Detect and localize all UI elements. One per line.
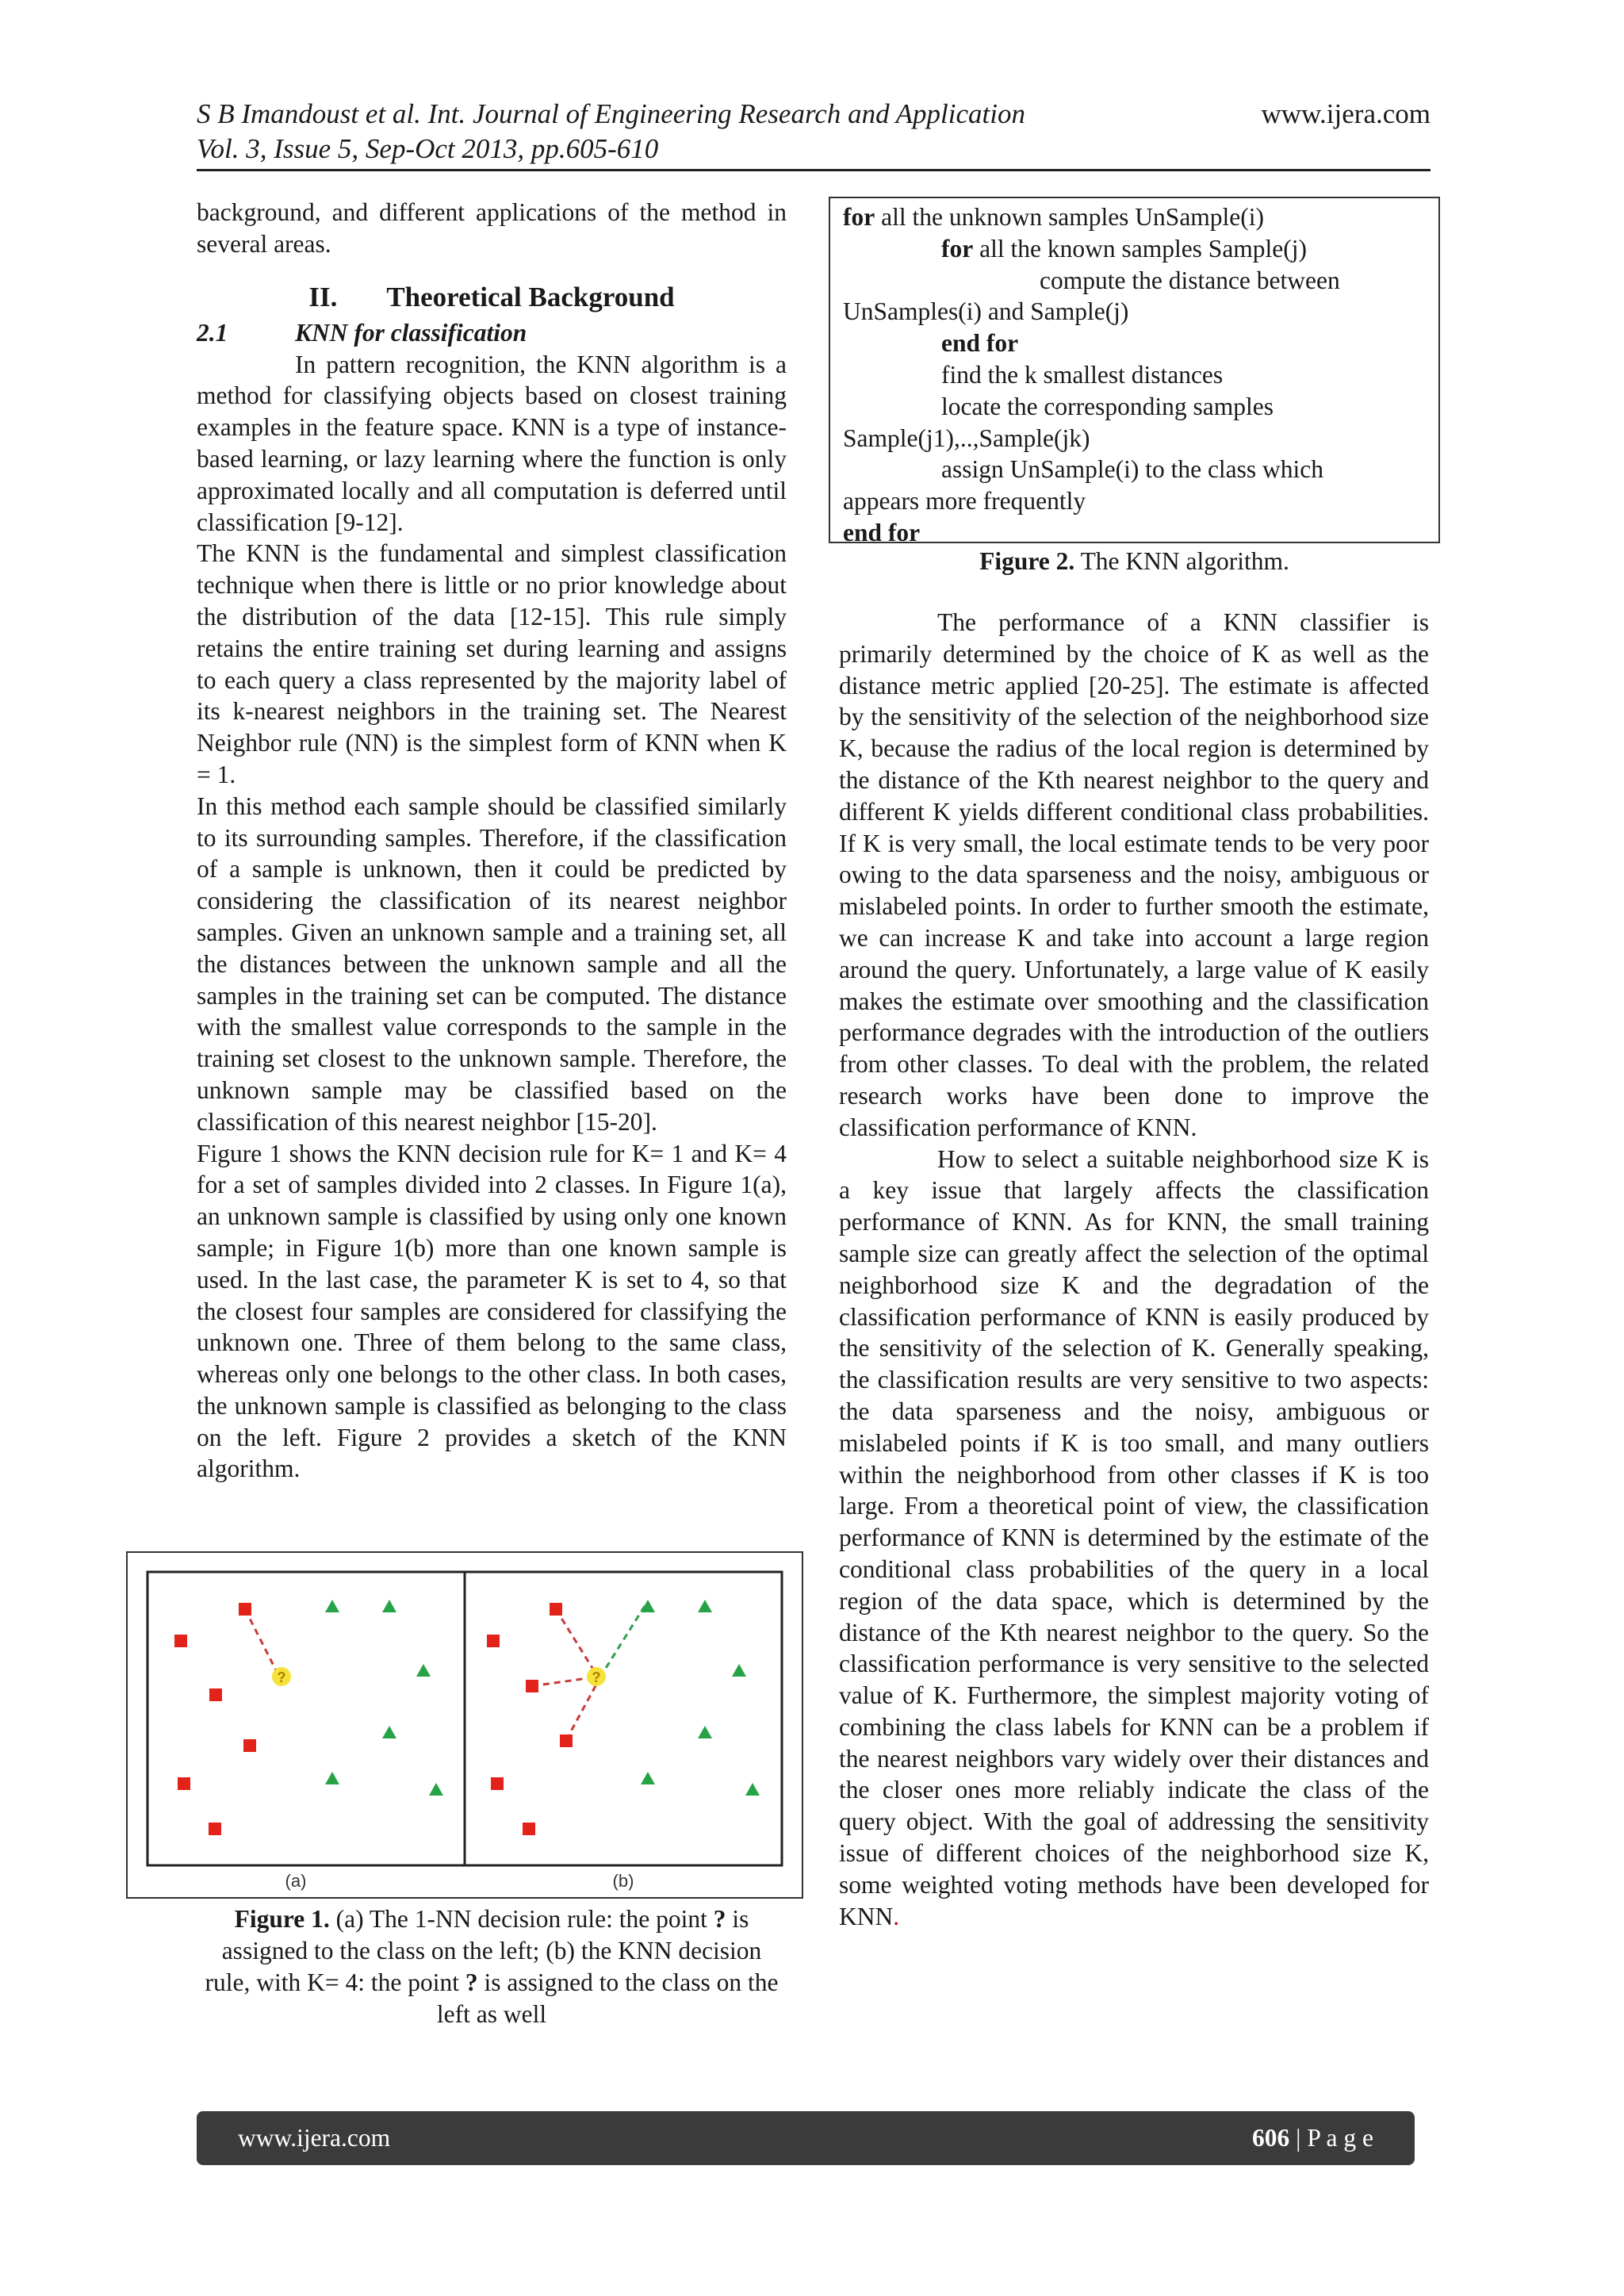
page-number: 606: [1252, 2124, 1290, 2152]
header-volume: Vol. 3, Issue 5, Sep-Oct 2013, pp.605-610: [197, 133, 659, 164]
algo-line: [843, 201, 1426, 233]
class-square-marker: [178, 1777, 190, 1790]
figure-2-caption-text: The KNN algorithm.: [1080, 547, 1289, 575]
algo-line: UnSamples(i) and Sample(j): [843, 297, 1129, 326]
class-square-marker: [243, 1739, 256, 1752]
algo-keyword: for: [843, 203, 875, 231]
header-journal: S B Imandoust et al. Int. Journal of Engineering Research and Application: [197, 98, 1025, 129]
algo-keyword: for: [941, 234, 974, 263]
page-word: P a g e: [1307, 2124, 1373, 2152]
class-square-marker: [209, 1688, 222, 1701]
page-separator: |: [1289, 2124, 1308, 2152]
algo-line: [843, 328, 1426, 359]
paragraph-knn-method: In this method each sample should be classified similarly to its surrounding samples. Therefore, if the classification of a sample is unknown, then it could be predicted by considering the classification of its nearest neighbor samples. Given an unknown sample and a training set, all the distances between the unknown sample and all the samples in the training set can be computed. The distance with the smallest value corresponds to the sample in the training set closest to the unknown sample. Therefore, the unknown sample may be classified based on the classification of this nearest neighbor [15-20].: [197, 792, 787, 1136]
algo-line: [843, 233, 1426, 265]
algorithm-box: [829, 197, 1440, 546]
left-column: [197, 197, 787, 1485]
class-square-marker: [491, 1777, 504, 1790]
algo-keyword: end for: [843, 518, 921, 546]
subsection-title: KNN for classification: [295, 318, 527, 347]
class-square-marker: [560, 1734, 573, 1747]
algo-line: find the k smallest distances: [941, 360, 1224, 389]
section-heading: [197, 278, 787, 317]
right-column: [839, 607, 1429, 1932]
algo-line: appears more frequently: [843, 487, 1086, 516]
paragraph-knn-fundamental: The KNN is the fundamental and simplest classification technique when there is little or no prior knowledge about the distribution of the data [12-15]. This rule simply retains the entire training set during learning and assigns to each query a class represented by the majority label of its k-nearest neighbors in the training set. The Nearest Neighbor rule (NN) is the simplest form of KNN when K = 1.: [197, 539, 787, 788]
paragraph-knn-performance: The performance of a KNN classifier is primarily determined by the choice of K as well as the distance metric applied [20-25]. The estimate is affected by the sensitivity of the selection of the neighborhood size K, because the radius of the local region is determined by the distance of the Kth nearest neighbor to the query and different K yields different conditional class probabilities. If K is very small, the local estimate tends to be very poor owing to the data sparseness and the noisy, ambiguous or mislabeled points. In order to further smooth the estimate, we can increase K and take into account a large region around the query. Unfortunately, a large value of K easily makes the estimate over smoothing and the classification performance degrades with the introduction of the outliers from other classes. To deal with the problem, the related research works have been done to improve the classification performance of KNN.: [839, 608, 1429, 1141]
section-title: Theoretical Background: [386, 281, 675, 312]
algo-line: assign UnSample(i) to the class which: [941, 455, 1324, 484]
algo-keyword: end for: [941, 329, 1019, 358]
header-divider: [197, 169, 1431, 171]
figure-1-caption-query-1: ?: [713, 1905, 726, 1933]
class-square-marker: [523, 1823, 535, 1835]
algo-text: all the known samples Sample(j): [979, 234, 1308, 263]
figure-1-caption-query-2: ?: [465, 1968, 478, 1996]
figure-1-graphic: [128, 1553, 801, 1896]
class-square-marker: [174, 1635, 187, 1647]
footer-page: [1252, 2124, 1373, 2152]
algo-line: [843, 517, 1426, 549]
class-square-marker: [209, 1823, 221, 1835]
figure-2-caption: [829, 546, 1440, 577]
panel-a-label: (a): [285, 1871, 307, 1891]
paragraph-knn-intro: In pattern recognition, the KNN algorithm is a method for classifying objects based on closest training examples in the feature space. KNN is a type of instance-based learning, or lazy learning where the function is only approximated locally and all computation is deferred until classification [9-12].: [197, 350, 787, 536]
query-mark-b: ?: [592, 1669, 601, 1685]
panel-b-label: (b): [612, 1871, 634, 1891]
figure-1-caption: [197, 1903, 787, 2030]
running-header: [197, 97, 1431, 167]
class-square-marker: [550, 1603, 562, 1616]
figure-1: [126, 1551, 803, 1899]
page-footer: [197, 2111, 1415, 2165]
class-square-marker: [526, 1680, 538, 1692]
algo-text: all the unknown samples UnSample(i): [881, 203, 1265, 231]
subsection-number: 2.1: [197, 318, 228, 347]
footer-website[interactable]: www.ijera.com: [238, 2124, 391, 2152]
subsection-heading: [197, 317, 787, 349]
query-mark-a: ?: [277, 1669, 286, 1685]
section-number: II.: [308, 281, 338, 312]
figure-1-caption-text-1: (a) The 1-NN decision rule: the point: [335, 1905, 707, 1933]
figure-1-caption-text-3: is assigned to the class on the left as well: [436, 1968, 779, 2028]
algo-line: Sample(j1),..,Sample(jk): [843, 424, 1090, 452]
class-square-marker: [487, 1635, 500, 1647]
algo-line: compute the distance between: [1040, 266, 1340, 294]
figure-1-caption-text-2: is assigned to the class on the left; (b) the KNN decision rule, with K= 4: the point: [205, 1905, 762, 1996]
figure-2-caption-label: Figure 2.: [979, 547, 1075, 575]
paragraph-neighborhood-size-text: How to select a suitable neighborhood size K is a key issue that largely affects the classification performance of KNN. As for KNN, the small training sample size can greatly affect the selection of the optimal neighborhood size K and the degradation of the classification performance of KNN is easily produced by the sensitivity of the selection of K. Generally speaking, the classification results are very sensitive to two aspects: the data sparseness and the noisy, ambiguous or mislabeled points if K is too small, and many outliers within the neighborhood from other classes if K is too large. From a theoretical point of view, the classification performance of KNN is determined by the estimate of the conditional class probabilities of the query in a local region of the data space, which is determined by the distance of the Kth nearest neighbor to the query. So the classification performance is very sensitive to the selected value of K. Furthermore, the simplest majority voting of combining the class labels for KNN can be a problem if the nearest neighbors vary widely over their distances and the closer ones more reliably indicate the class of the query object. With the goal of addressing the sensitivity issue of different choices of the neighborhood size K, some weighted voting methods have been developed for KNN: [839, 1144, 1429, 1930]
paragraph-neighborhood-size: [839, 1144, 1429, 1933]
intro-tail-paragraph: background, and different applications of the method in several areas.: [197, 198, 787, 258]
paragraph-end-mark: .: [893, 1902, 900, 1930]
paragraph-figure1-description: Figure 1 shows the KNN decision rule for K= 1 and K= 4 for a set of samples divided into 2 classes. In Figure 1(a), an unknown sample is classified by using only one known sample; in Figure 1(b) more than one known sample is used. In the last case, the parameter K is set to 4, so that the closest four samples are considered for classifying the unknown one. Three of them belong to the same class, whereas only one belongs to the other class. In both cases, the unknown sample is classified as belonging to the class on the left. Figure 2 provides a sketch of the KNN algorithm.: [197, 1139, 787, 1483]
class-square-marker: [239, 1603, 251, 1616]
algo-line: locate the corresponding samples: [941, 392, 1274, 420]
figure-1-caption-label: Figure 1.: [234, 1905, 330, 1933]
header-website[interactable]: www.ijera.com: [1261, 98, 1431, 129]
